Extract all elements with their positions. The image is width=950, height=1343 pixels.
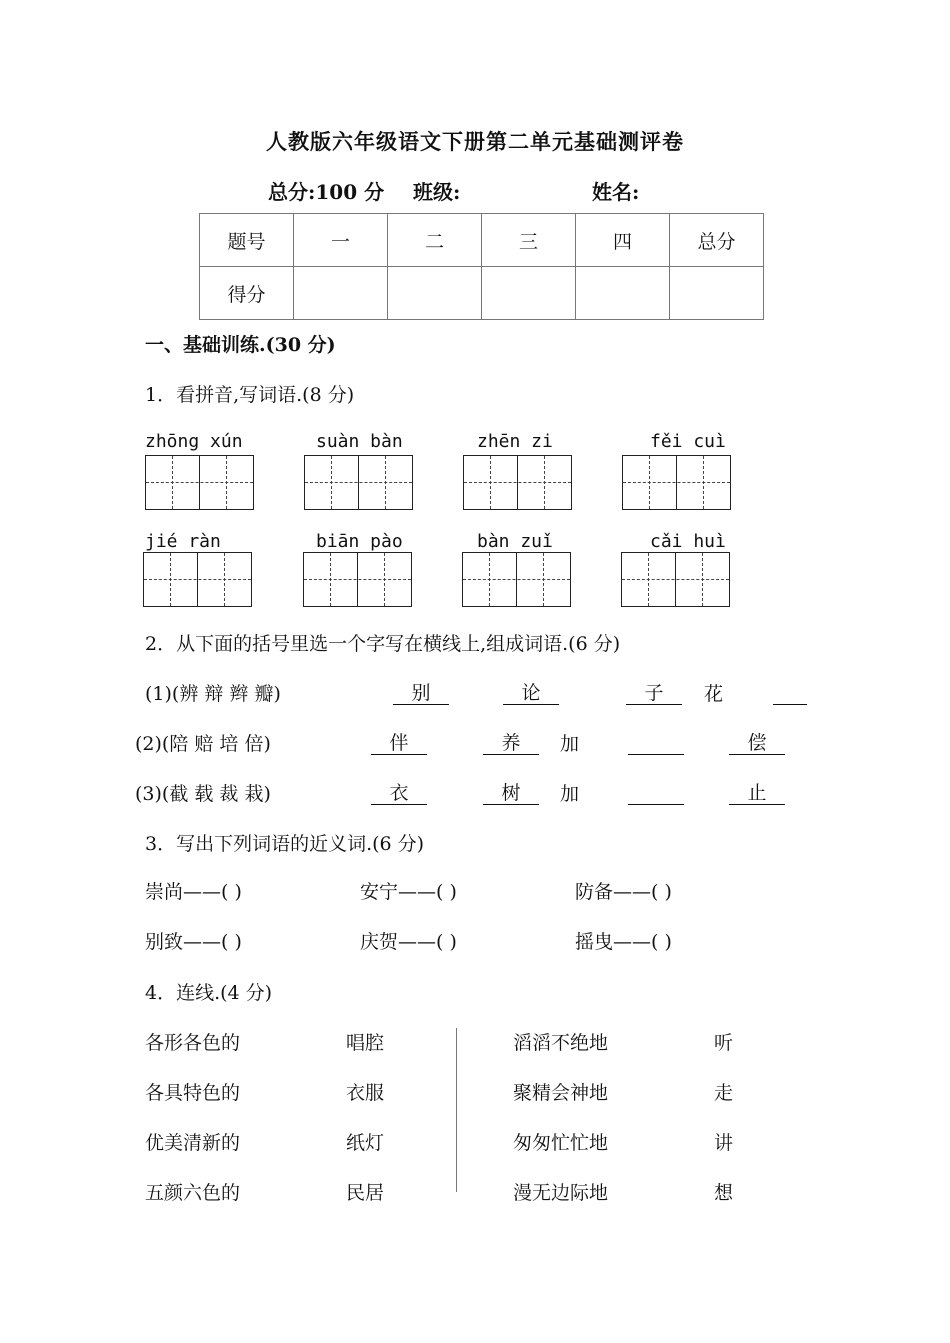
score-row-label: 得分 xyxy=(200,267,294,320)
pinyin-label: biān pào xyxy=(316,531,403,552)
page-title: 人教版六年级语文下册第二单元基础测评卷 xyxy=(266,129,684,154)
fill-blank[interactable]: 伴 xyxy=(371,728,427,755)
match-right-item[interactable]: 滔滔不绝地 xyxy=(513,1032,609,1054)
fill-blank[interactable]: 止 xyxy=(729,778,785,805)
pinyin-label: suàn bàn xyxy=(316,431,403,452)
word-char: 加 xyxy=(560,783,580,805)
match-left-item[interactable]: 优美清新的 xyxy=(145,1132,241,1154)
match-left-item[interactable]: 各具特色的 xyxy=(145,1082,241,1104)
question-1-prompt: 1．看拼音,写词语.(8 分) xyxy=(145,384,355,406)
pinyin-label: fěi cuì xyxy=(650,431,726,452)
score-cell[interactable] xyxy=(294,267,388,320)
match-right-item[interactable]: 漫无边际地 xyxy=(513,1182,609,1204)
fill-blank[interactable]: 偿 xyxy=(729,728,785,755)
match-left-item[interactable]: 五颜六色的 xyxy=(145,1182,241,1204)
score-header-cell: 二 xyxy=(388,214,482,267)
match-left-target[interactable]: 唱腔 xyxy=(346,1032,385,1054)
fill-blank[interactable]: 树 xyxy=(483,778,539,805)
fill-blank[interactable] xyxy=(628,728,684,755)
question-3-prompt: 3．写出下列词语的近义词.(6 分) xyxy=(145,833,425,855)
writing-grid[interactable] xyxy=(622,455,731,510)
option-set: (2)(陪 赔 培 倍) xyxy=(135,733,271,755)
match-left-target[interactable]: 民居 xyxy=(346,1182,385,1204)
synonym-item[interactable]: 庆贺——( ) xyxy=(360,931,457,953)
score-header-cell: 总分 xyxy=(670,214,764,267)
fill-blank[interactable] xyxy=(773,678,807,705)
fill-blank[interactable]: 养 xyxy=(483,728,539,755)
score-header-cell: 题号 xyxy=(200,214,294,267)
synonym-item[interactable]: 摇曳——( ) xyxy=(575,931,672,953)
match-right-target[interactable]: 讲 xyxy=(714,1132,734,1154)
score-header-cell: 四 xyxy=(576,214,670,267)
match-left-target[interactable]: 衣服 xyxy=(346,1082,385,1104)
fill-blank[interactable] xyxy=(628,778,684,805)
match-right-item[interactable]: 聚精会神地 xyxy=(513,1082,609,1104)
question-4-prompt: 4．连线.(4 分) xyxy=(145,982,273,1004)
synonym-item[interactable]: 安宁——( ) xyxy=(360,881,457,903)
fill-blank[interactable]: 论 xyxy=(503,678,559,705)
column-divider xyxy=(456,1028,457,1192)
pinyin-label: bàn zuǐ xyxy=(477,531,553,552)
name-label: 姓名: xyxy=(592,180,640,204)
score-header-cell: 一 xyxy=(294,214,388,267)
match-right-target[interactable]: 走 xyxy=(714,1082,734,1104)
score-cell[interactable] xyxy=(482,267,576,320)
match-right-target[interactable]: 想 xyxy=(714,1182,734,1204)
option-set: (3)(截 载 裁 栽) xyxy=(135,783,271,805)
class-label: 班级: xyxy=(413,180,461,204)
question-2-prompt: 2．从下面的括号里选一个字写在横线上,组成词语.(6 分) xyxy=(145,633,621,655)
fill-blank[interactable]: 别 xyxy=(393,678,449,705)
option-set: (1)(辨 辩 辫 瓣) xyxy=(145,683,281,705)
writing-grid[interactable] xyxy=(304,455,413,510)
pinyin-label: zhēn zi xyxy=(477,431,553,452)
writing-grid[interactable] xyxy=(463,455,572,510)
match-right-target[interactable]: 听 xyxy=(714,1032,734,1054)
score-cell[interactable] xyxy=(388,267,482,320)
match-left-item[interactable]: 各形各色的 xyxy=(145,1032,241,1054)
score-table xyxy=(199,213,764,320)
word-char: 加 xyxy=(560,733,580,755)
word-char: 花 xyxy=(704,683,724,705)
pinyin-label: zhōng xún xyxy=(145,431,243,452)
fill-blank[interactable]: 子 xyxy=(626,678,682,705)
score-cell[interactable] xyxy=(576,267,670,320)
synonym-item[interactable]: 别致——( ) xyxy=(145,931,242,953)
match-right-item[interactable]: 匆匆忙忙地 xyxy=(513,1132,609,1154)
writing-grid[interactable] xyxy=(462,552,571,607)
synonym-item[interactable]: 崇尚——( ) xyxy=(145,881,242,903)
synonym-item[interactable]: 防备——( ) xyxy=(575,881,672,903)
writing-grid[interactable] xyxy=(303,552,412,607)
pinyin-label: cǎi huì xyxy=(650,531,726,552)
match-left-target[interactable]: 纸灯 xyxy=(346,1132,385,1154)
total-score: 总分:100 分 xyxy=(268,180,385,204)
writing-grid[interactable] xyxy=(621,552,730,607)
writing-grid[interactable] xyxy=(145,455,254,510)
fill-blank[interactable]: 衣 xyxy=(371,778,427,805)
score-header-cell: 三 xyxy=(482,214,576,267)
writing-grid[interactable] xyxy=(143,552,252,607)
section-heading: 一、基础训练.(30 分) xyxy=(145,334,336,356)
pinyin-label: jié ràn xyxy=(145,531,221,552)
score-cell[interactable] xyxy=(670,267,764,320)
